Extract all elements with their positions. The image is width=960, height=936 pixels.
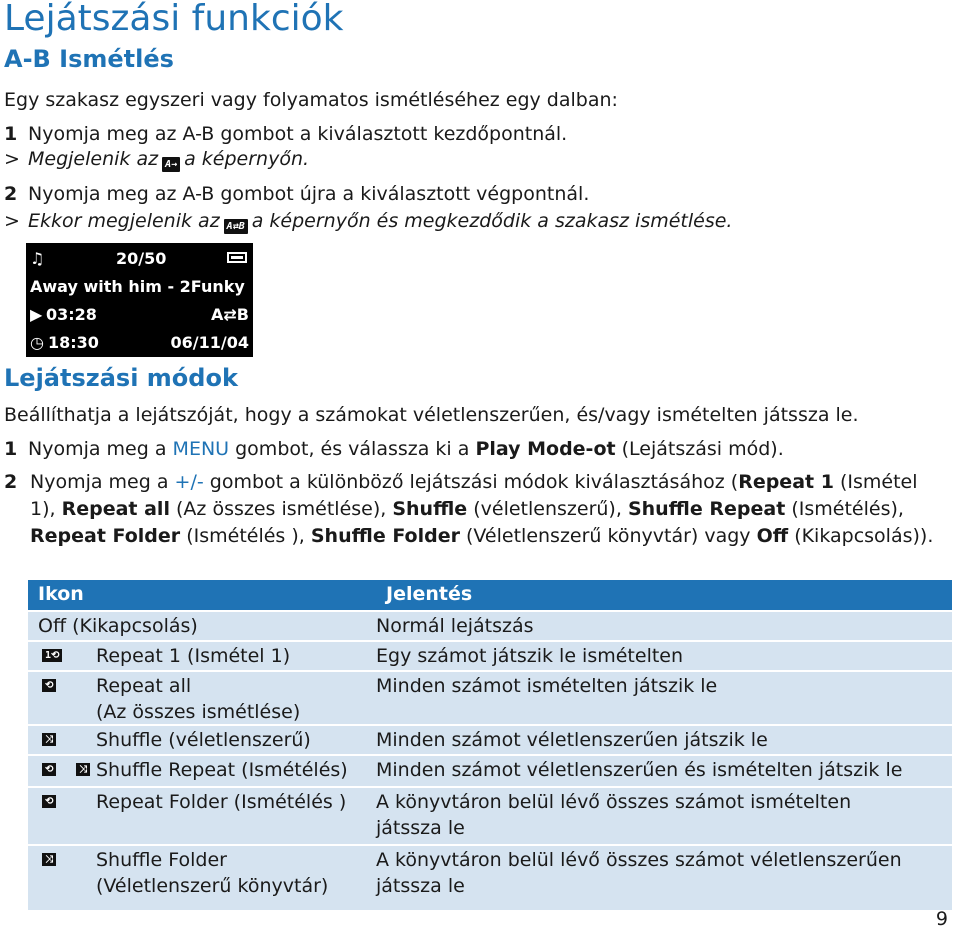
mode-meaning: Minden számot ismételten játszik le (376, 675, 718, 697)
a-point-icon: A→ (162, 157, 180, 172)
mode-label: Repeat all (Az összes ismétlése) (96, 675, 301, 723)
screen-row-song (26, 273, 253, 301)
mode-label: Shuffle Repeat (Ismétélés) (96, 759, 348, 781)
step-text: Nyomja meg a (28, 438, 167, 460)
step-number: 1 (4, 438, 18, 460)
result-text-before: Megjelenik az (28, 148, 159, 170)
column-header-meaning: Jelentés (386, 583, 473, 605)
play-modes-heading: Lejátszási módok (4, 364, 238, 392)
mode-icon-slot (38, 673, 96, 724)
table-row (28, 640, 952, 670)
date: 06/11/04 (170, 333, 249, 352)
battery-icon (227, 252, 247, 263)
mode-icon-slot (38, 757, 96, 786)
mode-cell (28, 672, 370, 724)
mode-cell (28, 726, 370, 754)
clock-icon: ◷ (30, 333, 44, 352)
mode-name: Shuffle (392, 498, 468, 520)
ab-result-1 (4, 148, 309, 172)
mode-name: Repeat Folder (30, 525, 181, 547)
step-number: 2 (4, 471, 18, 493)
ab-result-2 (4, 210, 732, 234)
mode-label: Repeat 1 (Ismétel 1) (96, 645, 291, 667)
mode-desc: (Véletlenszerű könyvtár) vagy (466, 525, 751, 547)
mode-desc: (Ismétel 1), (30, 471, 918, 520)
ab-step-2 (4, 183, 589, 205)
player-screen (26, 243, 253, 357)
result-text-after: a képernyőn és megkezdődik a szakasz ismétlése. (251, 210, 733, 232)
play-modes-table (28, 580, 952, 910)
mode-label: Shuffle Folder (Véletlenszerű könyvtár) (96, 849, 329, 897)
play-icon: ▶ (30, 305, 43, 324)
mode-icon: ⤨ (42, 853, 56, 866)
result-text-before: Ekkor megjelenik az (28, 210, 220, 232)
mode-name: Repeat all (61, 498, 170, 520)
clock-time: 18:30 (48, 333, 99, 352)
mode-icon-slot (38, 643, 96, 670)
shuffle-icon: ⤨ (76, 763, 90, 776)
music-note-icon: ♫ (30, 249, 45, 268)
result-text-after: a képernyőn. (184, 148, 310, 170)
ab-repeat-icon: A⇄B (224, 219, 248, 234)
step-2-text (30, 469, 939, 550)
mode-desc: (Az összes ismétlése), (176, 498, 387, 520)
mode-desc: (Ismétélés ), (186, 525, 305, 547)
step-text: Nyomja meg az A-B gombot a kiválasztott kezdőpontnál. (28, 123, 568, 145)
table-row (28, 786, 952, 844)
mode-desc: (Kikapcsolás)). (794, 525, 934, 547)
page-title: Lejátszási funkciók (4, 0, 344, 39)
mode-icon-slot (38, 727, 96, 754)
mode-cell (28, 756, 370, 786)
table-row (28, 724, 952, 754)
table-body (28, 610, 952, 910)
ab-repeat-heading: A-B Ismétlés (4, 45, 174, 73)
ab-intro: Egy szakasz egyszeri vagy folyamatos ismétléséhez egy dalban: (4, 89, 618, 111)
step-text: (Lejátszási mód). (621, 438, 784, 460)
ab-step-1 (4, 123, 567, 145)
track-number: 20/50 (116, 249, 167, 268)
step-text: gombot, és válassza ki a (235, 438, 470, 460)
page-number: 9 (935, 908, 948, 930)
screen-row-track (26, 245, 253, 273)
mode-name: Repeat 1 (738, 471, 834, 493)
mode-icon-slot (38, 789, 96, 844)
mode-label: Off (Kikapcsolás) (38, 615, 198, 637)
mode-icon: ⤨ (42, 733, 56, 746)
plus-minus-key: +/- (174, 471, 204, 493)
menu-key: MENU (172, 438, 230, 460)
mode-label: Shuffle (véletlenszerű) (96, 729, 311, 751)
table-row (28, 610, 952, 640)
mode-name: Shuffle Repeat (627, 498, 786, 520)
screen-row-clock (26, 329, 253, 357)
mode-name: Shuffle Folder (310, 525, 460, 547)
mode-meaning: Minden számot véletlenszerűen játszik le (376, 729, 768, 751)
table-row (28, 844, 952, 910)
modes-step-2 (4, 469, 939, 550)
mode-meaning: Minden számot véletlenszerűen és ismételten játszik le (376, 759, 903, 781)
mode-desc: (Ismétélés), (791, 498, 904, 520)
modes-intro: Beállíthatja a lejátszóját, hogy a számokat véletlenszerűen, és/vagy ismételten játssza le. (4, 404, 859, 426)
mode-cell (28, 642, 370, 670)
mode-label: Repeat Folder (Ismétélés ) (96, 791, 347, 813)
mode-icon: ⟲ (42, 679, 56, 692)
result-arrow: > (4, 210, 20, 232)
play-mode-label: Play Mode-ot (475, 438, 616, 460)
table-row (28, 754, 952, 786)
table-header (28, 580, 952, 610)
mode-meaning: Egy számot játszik le ismételten (376, 645, 684, 667)
mode-name: Off (756, 525, 789, 547)
column-header-icon: Ikon (38, 583, 84, 605)
result-arrow: > (4, 148, 20, 170)
mode-icon-slot (38, 847, 96, 910)
mode-icon: 1⟲ (42, 649, 62, 662)
step-text: Nyomja meg a (30, 471, 169, 493)
modes-step-1 (4, 438, 784, 460)
screen-row-time (26, 301, 253, 329)
song-title: Away with him - 2Funky (30, 277, 245, 296)
table-row (28, 670, 952, 724)
step-number: 1 (4, 123, 18, 145)
mode-cell (28, 846, 370, 910)
step-text: gombot a különböző lejátszási módok kiválasztásához ( (209, 471, 739, 493)
step-text: Nyomja meg az A-B gombot újra a kiválasztott végpontnál. (28, 183, 590, 205)
mode-meaning: A könyvtáron belül lévő összes számot véletlenszerűen játssza le (376, 849, 902, 897)
mode-cell (28, 612, 370, 640)
mode-meaning: Normál lejátszás (376, 615, 534, 637)
mode-icon: ⟲ (42, 763, 56, 776)
step-number: 2 (4, 183, 18, 205)
elapsed-time: 03:28 (46, 305, 97, 324)
mode-meaning: A könyvtáron belül lévő összes számot ismételten játssza le (376, 791, 852, 839)
mode-icon: ⟲ (42, 795, 56, 808)
ab-indicator: A⇄B (211, 305, 249, 324)
mode-cell (28, 788, 370, 844)
mode-desc: (véletlenszerű), (473, 498, 622, 520)
